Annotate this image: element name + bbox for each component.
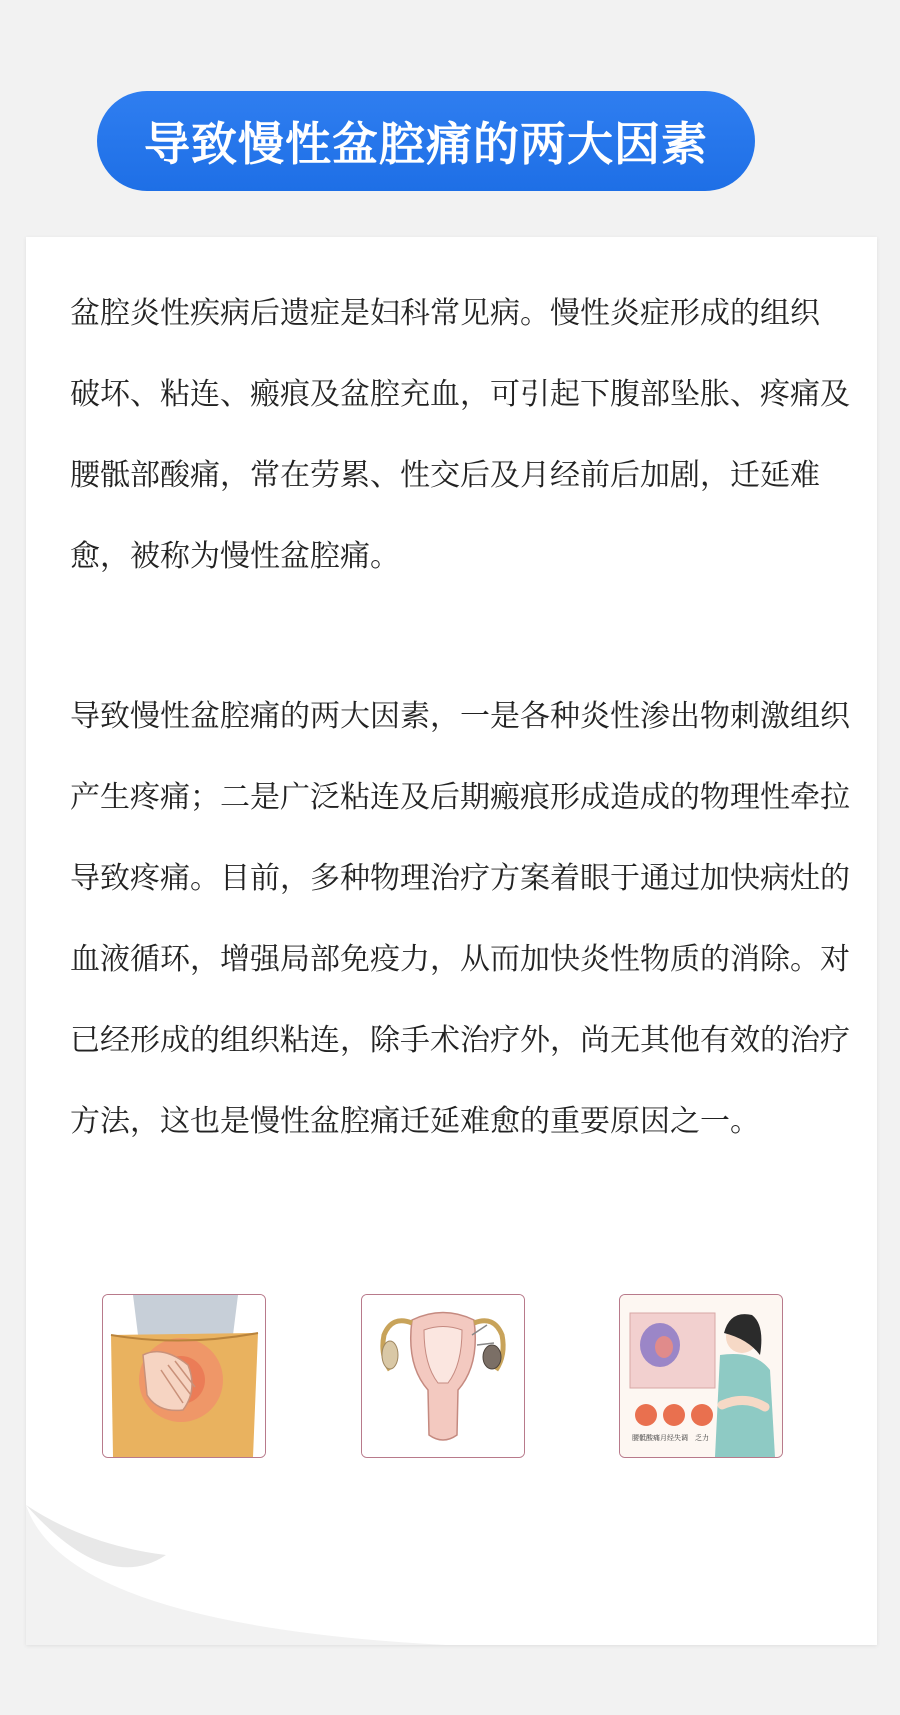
symptoms-illustration	[619, 1294, 783, 1458]
paragraph-intro: 盆腔炎性疾病后遗症是妇科常见病。慢性炎症形成的组织 破坏、粘连、瘢痕及盆腔充血，可引起下腹部坠胀、疼痛及腰骶部酸痛，常在劳累、性交后及月经前后加剧，迁延难愈，被称为慢性盆腔痛。	[70, 296, 850, 574]
symptom-label-2: 月经失调	[660, 1434, 688, 1442]
symptom-label-1: 腰骶酸痛	[632, 1434, 660, 1442]
content-card	[26, 237, 877, 1645]
page-curl-decoration	[26, 1505, 446, 1645]
page-title-banner	[97, 91, 755, 191]
abdominal-pain-illustration	[102, 1294, 266, 1458]
page-title: 导致慢性盆腔痛的两大因素	[144, 117, 708, 171]
uterus-anatomy-illustration	[361, 1294, 525, 1458]
symptom-label-3: 乏力	[695, 1434, 709, 1442]
paragraph-causes: 导致慢性盆腔痛的两大因素，一是各种炎性渗出物刺激组织产生疼痛；二是广泛粘连及后期瘢痕形成造成的物理性牵拉导致疼痛。目前，多种物理治疗方案着眼于通过加快病灶的血液循环，增强局部免疫力，从而加快炎性物质的消除。对已经形成的组织粘连，除手术治疗外，尚无其他有效的治疗方法，这也是慢性盆腔痛迁延难愈的重要原因之一。	[70, 699, 850, 1139]
